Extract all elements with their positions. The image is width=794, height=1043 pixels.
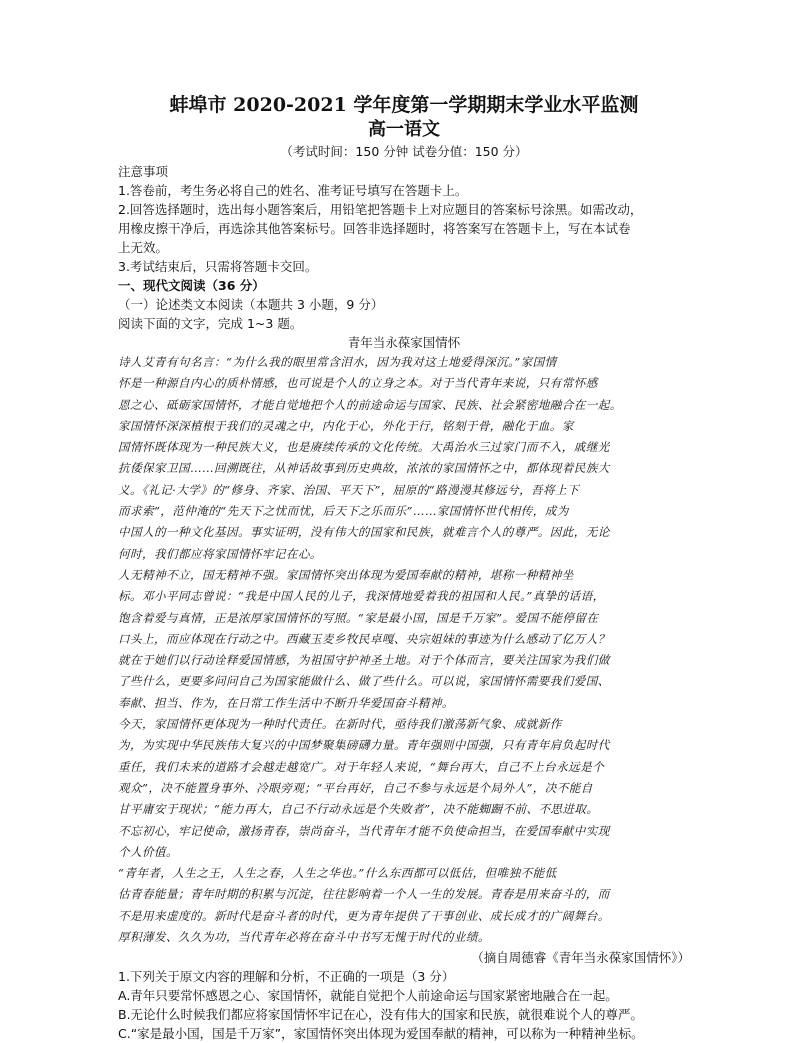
article-line: 中国人的一种文化基因。事实证明，没有伟大的国家和民族，就难言个人的尊严。因此，无论: [118, 525, 610, 540]
article-line: 而求索”，范仲淹的“先天下之忧而忧，后天下之乐而乐”……家国情怀世代相传，成为: [118, 504, 569, 519]
article-line: 奉献、担当、作为，在日常工作生活中不断升华爱国奋斗精神。: [118, 695, 454, 710]
exam-info: （考试时间：150 分钟 试卷分值：150 分）: [280, 144, 528, 159]
section-heading: 一、现代文阅读（36 分）: [118, 278, 265, 293]
article-line: 不是用来虚度的。新时代是奋斗者的时代，更为青年提供了干事创业、成长成才的广阔舞台。: [118, 908, 610, 923]
notes-line: 上无效。: [118, 240, 169, 255]
question-stem: 1.下列关于原文内容的理解和分析，不正确的一项是（3 分）: [118, 969, 455, 985]
article-line: 重任，我们未来的道路才会越走越宽广。对于年轻人来说，“舞台再大，自己不上台永远是个: [118, 759, 605, 774]
section-subheading: （一）论述类文本阅读（本题共 3 小题，9 分）: [118, 297, 384, 312]
article-line: 不忘初心，牢记使命，激扬青春，崇尚奋斗，当代青年才能不负使命担当，在爱国奉献中实现: [118, 823, 610, 838]
exam-subject: 高一语文: [368, 119, 440, 140]
article-body: [118, 352, 690, 948]
article-line: 标。邓小平同志曾说：“我是中国人民的儿子，我深情地爱着我的祖国和人民。”真挚的话语，: [118, 589, 605, 604]
question-option-b: B.无论什么时候我们都应将家国情怀牢记在心，没有伟大的国家和民族，就很难说个人的尊严。: [118, 1007, 644, 1023]
question-option-a: A.青年只要常怀感恩之心、家国情怀，就能自觉把个人前途命运与国家紧密地融合在一起。: [118, 988, 618, 1004]
reading-instruction: 阅读下面的文字，完成 1~3 题。: [118, 316, 303, 331]
question-1: [118, 967, 690, 1043]
article-line: 诗人艾青有句名言：“为什么我的眼里常含泪水，因为我对这土地爱得深沉。”家国情: [118, 355, 557, 369]
article-line: 人无精神不立，国无精神不强。家国情怀突出体现为爱国奉献的精神，堪称一种精神坐: [118, 567, 574, 582]
article-line: “青年者，人生之王，人生之春，人生之华也。”什么东西都可以低估，但唯独不能低: [118, 866, 557, 881]
article-line: 厚积薄发、久久为功，当代青年必将在奋斗中书写无愧于时代的业绩。: [118, 930, 490, 945]
article-line: 了些什么，更要多问问自己为国家能做什么、做了些什么。可以说，家国情怀需要我们爱国、: [118, 674, 610, 689]
exam-title: 蚌埠市 2020-2021 学年度第一学期期末学业水平监测: [169, 94, 639, 116]
notes-line: 2.回答选择题时，选出每小题答案后，用铅笔把答题卡上对应题目的答案标号涂黑。如需改动，: [118, 202, 643, 217]
article-line: 义。《礼记·大学》的“修身、齐家、治国、平天下”，屈原的“路漫漫其修远兮，吾将上下: [118, 482, 580, 497]
article-line: 甘平庸安于现状；“能力再大，自己不行动永远是个失败者”，决不能蜘蹰不前、不思进取。: [118, 802, 599, 817]
exam-page: [118, 92, 690, 1043]
article-line: 口头上，而应体现在行动之中。西藏玉麦乡牧民卓嘎、央宗姐妹的事迹为什么感动了亿万人？: [118, 631, 610, 646]
article-line: 个人价值。: [118, 844, 178, 859]
article-line: 怀是一种源自内心的质朴情感，也可说是个人的立身之本。对于当代青年来说，只有常怀感: [118, 376, 598, 391]
notes-line: 用橡皮擦干净后，再选涂其他答案标号。回答非选择题时，将答案写在答题卡上，写在本试卷: [118, 221, 631, 236]
article-line: 观众”，决不能置身事外、冷眼旁观；“平台再好，自己不参与永远是个局外人”，决不能自: [118, 780, 593, 795]
article-line: 恩之心、砥砺家国情怀，才能自觉地把个人的前途命运与国家、民族、社会紧密地融合在一起。: [118, 397, 622, 412]
article-line: 估青春能量；青年时期的积累与沉淀，往往影响着一个人一生的发展。青春是用来奋斗的，而: [118, 887, 610, 902]
article-title: 青年当永葆家国情怀: [347, 335, 461, 350]
article-line: 为，为实现中华民族伟大复兴的中国梦聚集磅礴力量。青年强则中国强，只有青年肩负起时代: [118, 738, 610, 753]
notes-line: 1.答卷前，考生务必将自己的姓名、准考证号填写在答题卡上。: [118, 183, 468, 198]
notes-block: [118, 162, 690, 276]
article-line: 今天，家国情怀更体现为一种时代责任。在新时代，亟待我们激荡新气象、成就新作: [118, 717, 562, 732]
article-line: 何时，我们都应将家国情怀牢记在心。: [118, 546, 322, 561]
article-line: 抗倭保家卫国……回溯既往，从神话故事到历史典故，浓浓的家国情怀之中，都体现着民族大: [118, 461, 610, 476]
notes-line: 3.考试结束后，只需将答题卡交回。: [118, 259, 318, 274]
article-source: （摘自周德睿《青年当永葆家国情怀》）: [471, 950, 690, 966]
notes-heading: 注意事项: [118, 164, 169, 179]
article-line: 饱含着爱与真情，正是浓厚家国情怀的写照。“家是最小国，国是千万家”。爱国不能停留在: [118, 610, 599, 625]
question-option-c: C.“家是最小国，国是千万家”，家国情怀突出体现为爱国奉献的精神，可以称为一种精神坐标。: [118, 1026, 644, 1042]
article-line: 国情怀既体现为一种民族大义，也是赓续传承的文化传统。大禹治水三过家门而不入，戚继光: [118, 440, 610, 455]
article-line: 就在于她们以行动诠释爱国情感，为祖国守护神圣土地。对于个体而言，要关注国家为我们做: [118, 653, 610, 668]
article-line: 家国情怀深深植根于我们的灵魂之中，内化于心，外化于行，铭刻于骨，融化于血。家: [118, 418, 574, 433]
